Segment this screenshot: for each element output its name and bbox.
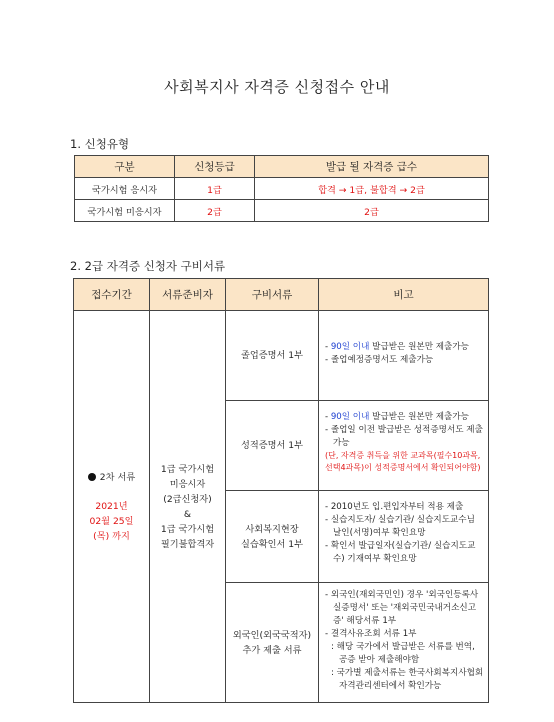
- header-grade: 신청등급: [175, 156, 255, 178]
- remark-item: - 졸업일 이전 발급받은 성적증명서도 제출가능: [325, 425, 483, 448]
- preparer-cell: [150, 311, 226, 703]
- header-remarks: 비고: [319, 279, 489, 311]
- page-title: 사회복지사 자격증 신청접수 안내: [164, 78, 390, 96]
- doc-name-line: 외국인(외국국적자): [232, 629, 312, 641]
- doc-name: 졸업증명서 1부: [226, 311, 319, 401]
- section-2-heading: 2. 2급 자격증 신청자 구비서류: [70, 259, 226, 273]
- preparer-line: 1급 국가시험: [160, 523, 215, 535]
- remark-item: - 실습지도자/ 실습기관/ 실습지도교수님 날인(서명)여부 확인요망: [325, 515, 475, 538]
- remark-subitem: : 해당 국가에서 발급받은 서류를 번역, 공증 받아 제출해야함: [331, 642, 475, 665]
- doc-remarks: [319, 491, 489, 583]
- header-docs: 구비서류: [226, 279, 319, 311]
- remark-item: - 확인서 발급일자(실습기관/ 실습지도교수) 기재여부 확인요망: [325, 541, 476, 564]
- header-issued: 발급 될 자격증 급수: [255, 156, 489, 178]
- preparer-line: 1급 국가시험: [160, 463, 215, 475]
- remark-subitem: : 국가별 제출서류는 한국사회복지사협회 자격관리센터에서 확인가능: [331, 668, 484, 691]
- bullet-dot-icon: [88, 473, 96, 481]
- preparer-line: (2급신청자): [163, 493, 212, 505]
- row-grade: 2급: [175, 200, 255, 222]
- remark-item: - 결격사유조회 서류 1부: [325, 629, 417, 639]
- section-1-heading: 1. 신청유형: [70, 137, 130, 151]
- doc-remarks: [319, 311, 489, 401]
- doc-name-line: 추가 제출 서류: [242, 644, 302, 656]
- application-type-table: [74, 155, 489, 222]
- preparer-line: 필기불합격자: [160, 538, 215, 550]
- preparer-line: &: [183, 508, 192, 520]
- doc-name-line: 사회복지현장: [245, 523, 299, 535]
- remark-item: - 90일 이내 발급받은 원본만 제출가능: [325, 412, 469, 422]
- doc-name: [226, 491, 319, 583]
- header-preparer: 서류준비자: [150, 279, 226, 311]
- required-documents-table: [73, 278, 489, 703]
- remark-item: - 졸업예정증명서도 제출가능: [325, 355, 434, 365]
- doc-name-line: 실습확인서 1부: [240, 538, 304, 550]
- row-type: 국가시험 미응시자: [75, 200, 175, 222]
- doc-name: [226, 583, 319, 703]
- remark-item: - 외국인(재외국민인) 경우 '외국인등록사실증명서' 또는 '재외국민국내거소신고증' 해당서류 1부: [325, 590, 479, 626]
- row-grade: 1급: [175, 178, 255, 200]
- row-issued: 합격 → 1급, 불합격 → 2급: [255, 178, 489, 200]
- table-row: [75, 178, 489, 200]
- doc-name: 성적증명서 1부: [226, 401, 319, 491]
- period-date-weekday: (목) 까지: [93, 530, 130, 542]
- row-type: 국가시험 응시자: [75, 178, 175, 200]
- header-period: 접수기간: [74, 279, 150, 311]
- period-date-year: 2021년: [95, 500, 128, 512]
- doc-remarks: [319, 401, 489, 491]
- header-category: 구분: [75, 156, 175, 178]
- remark-red-note: (단, 자격증 취득을 위한 교과목(필수10과목, 선택4과목)이 성적증명서에서 확인되어야함): [325, 451, 481, 472]
- period-date-day: 02월 25일: [89, 515, 134, 527]
- doc-remarks: [319, 583, 489, 703]
- period-label: 2차 서류: [99, 471, 136, 483]
- table-row: [75, 200, 489, 222]
- period-cell: [74, 311, 150, 703]
- remark-item: - 90일 이내 발급받은 원본만 제출가능: [325, 342, 469, 352]
- preparer-line: 미응시자: [169, 478, 206, 490]
- period-label-line: [74, 470, 149, 485]
- row-issued: 2급: [255, 200, 489, 222]
- remark-item: - 2010년도 입.편입자부터 적용 제출: [325, 502, 464, 512]
